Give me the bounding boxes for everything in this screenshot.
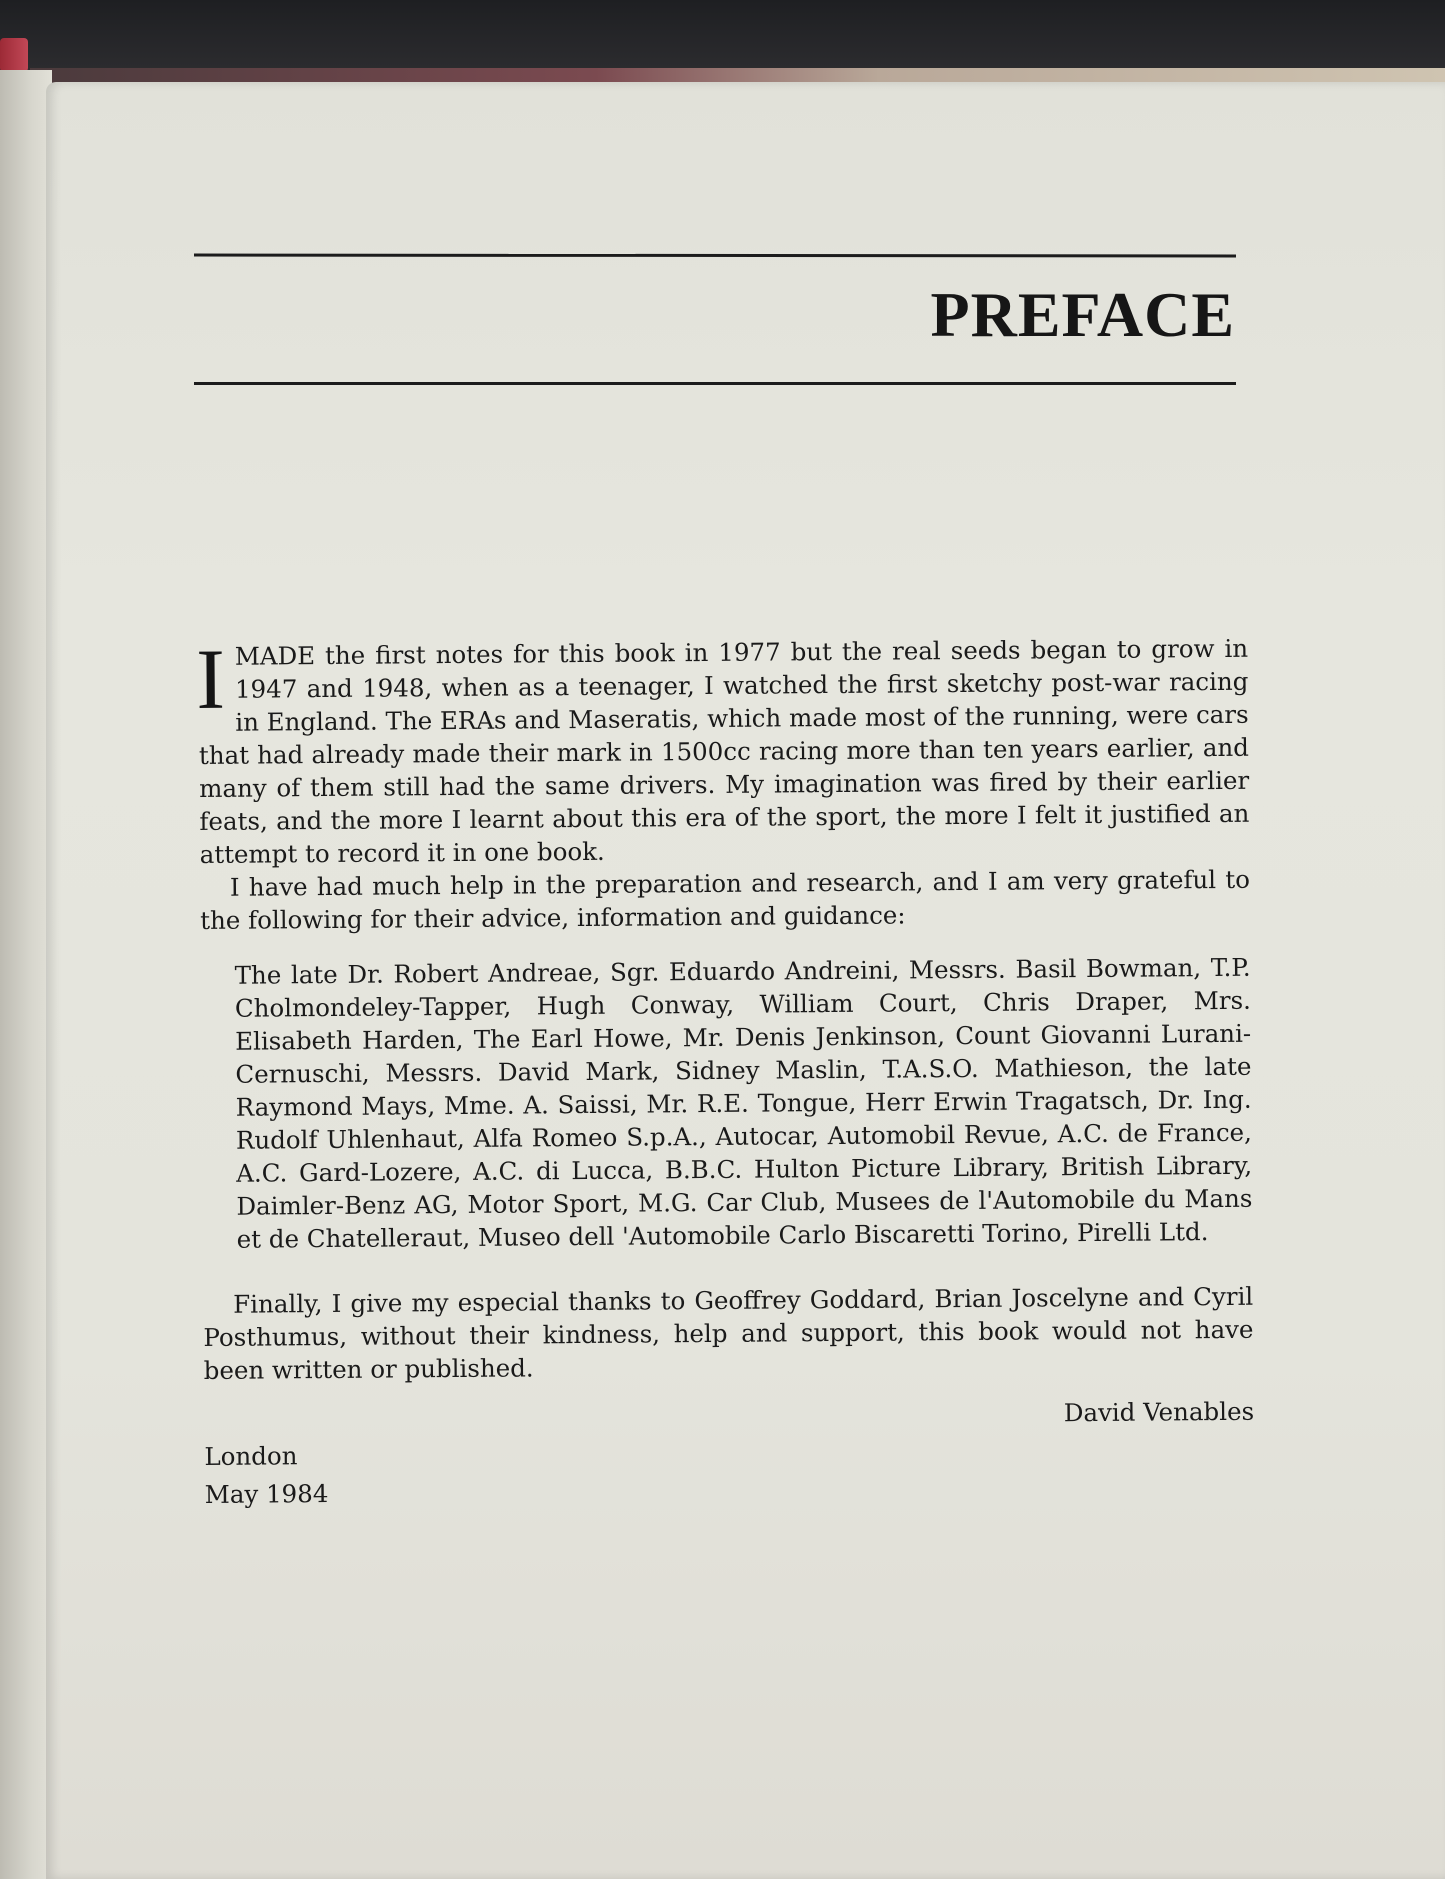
cover-corner <box>0 38 28 72</box>
facing-page-edge <box>0 70 52 1879</box>
page-title: PREFACE <box>930 279 1235 350</box>
place-line: London <box>204 1441 298 1471</box>
intro-paragraph <box>195 630 1250 871</box>
date-line: May 1984 <box>204 1479 329 1509</box>
acknowledgements-paragraph: The late Dr. Robert Andreae, Sgr. Eduardo Andreini, Messrs. Basil Bowman, T.P. Cholmondeley-Tapper, Hugh Conway, William Court, Chris Draper, Mrs. Elisabeth Harden, The Earl Howe, Mr. Denis Jenkinson, Count Giovanni Lurani-Cernuschi, Messrs. David Mark, Sidney Maslin, T.A.S.O. Mathieson, the late Raymond Mays, Mme. A. Saissi, Mr. R.E. Tongue, Herr Erwin Tragatsch, Dr. Ing. Rudolf Uhlenhaut, Alfa Romeo S.p.A., Autocar, Automobil Revue, A.C. de France, A.C. Gard-Lozere, A.C. di Lucca, B.B.C. Hulton Picture Library, British Library, Daimler-Benz AG, Motor Sport, M.G. Car Club, Musees de l'Automobile du Mans et de Chatelleraut, Museo dell 'Automobile Carlo Biscaretti Torino, Pirelli Ltd. <box>234 952 1253 1254</box>
help-paragraph: I have had much help in the preparation and research, and I am very grateful to the following for their advice, information and guidance: <box>200 864 1251 935</box>
author-signature: David Venables <box>1063 1396 1255 1428</box>
drop-cap: I <box>195 630 226 728</box>
intro-text: MADE the first notes for this book in 1977 but the real seeds began to grow in 1947 and 1948, when as a teenager, I watched the first sketchy post-war racing in England. The ERAs and Maseratis, which made most of the running, were cars that had already made their mark in 1500cc racing more than ten years earlier, and many of them still had the same drivers. My imagination was fired by their earlier feats, and the more I learnt about this era of the sport, the more I felt it justified an attempt to record it in one book. <box>198 633 1250 869</box>
title-rule-bottom <box>194 382 1236 385</box>
finally-paragraph: Finally, I give my especial thanks to Geoffrey Goddard, Brian Joscelyne and Cyril Posthumus, without their kindness, help and support, this book would not have been written or published. <box>203 1281 1254 1385</box>
preface-body <box>195 630 1255 1512</box>
